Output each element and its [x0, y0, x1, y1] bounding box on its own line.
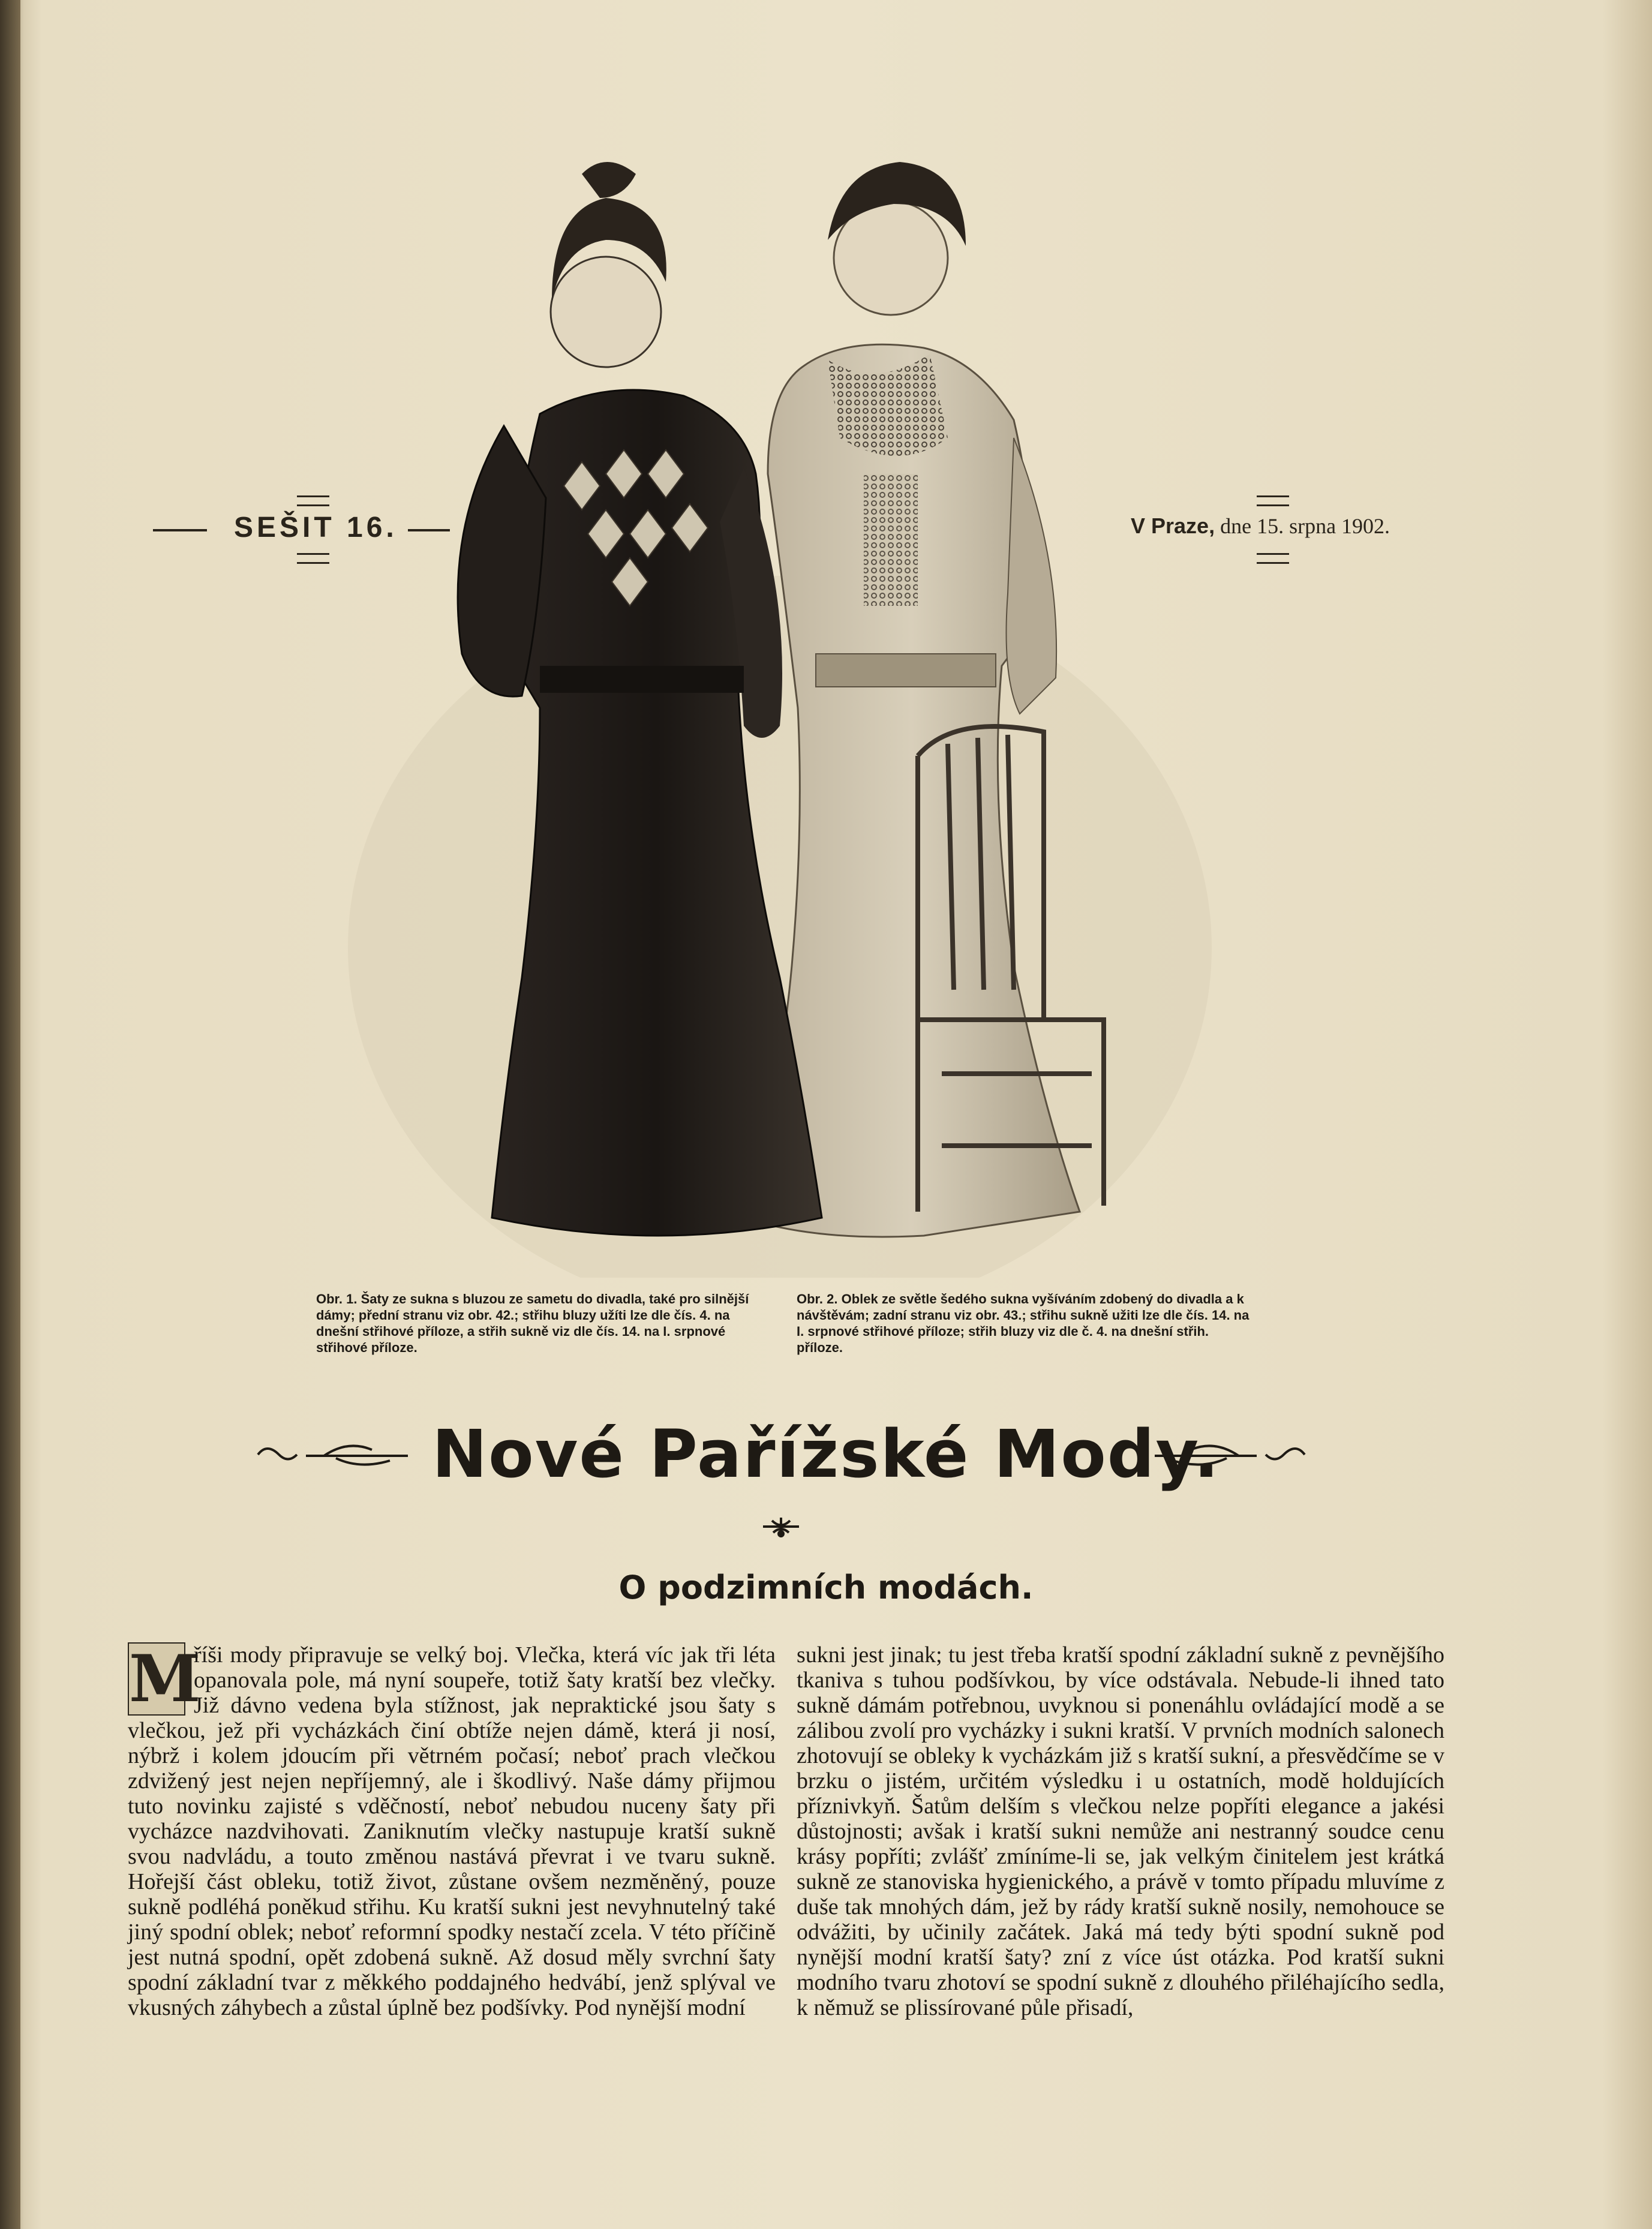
header-double-rule	[1257, 553, 1289, 564]
issue-number: SEŠIT 16.	[234, 512, 398, 543]
header-double-rule	[1257, 495, 1289, 506]
caption-figure-2: Obr. 2. Oblek ze světle šedého sukna vyšíváním zdobený do divadla a k návštěvám; zadní stranu viz obr. 43.; střihu sukně užiti lze dle čís. 14. na I. srpnové střihové příloze; střih bluzy viz dle č. 4. na dnešní střih. příloze.	[797, 1291, 1249, 1355]
place: V Praze,	[1131, 513, 1215, 538]
center-ornament	[760, 1515, 802, 1542]
right-flourish-ornament	[1149, 1437, 1311, 1473]
header-rule-left	[153, 529, 207, 531]
book-spine	[0, 0, 20, 2229]
fashion-illustration	[324, 138, 1260, 1278]
article-subtitle: O podzimních modách.	[618, 1569, 1034, 1606]
article-column-2	[797, 1642, 1444, 2020]
column-2-text: sukni jest jinak; tu jest třeba kratší spodní základní sukně z pevnějšího tkaniva s tuhou podšívkou, by více odstávala. Nebude-li ihned tato sukně dámám potřebnou, uvyknou si ponenáhlu ovládající modě a se zálibou zvolí pro vycházky i sukni kratší. V prvních modních salonech zhotovují se obleky k vycházkám již s kratší sukní, a přesvědčíme se v brzku o jistém, určitém výsledku i u ostatních, modě holdujících příznivkyň. Šatům delším s vlečkou nelze popříti elegance a jakési důstojnosti; avšak i kratší sukni nemůže ani nestranný soudce cenu krásy popříti; zvlášť zmíníme-li se, jak velkým činitelem jest krátká sukně ze stanoviska hygienického, a právě v tomto případu mluvíme z duše tak mnohých dám, jež by rády kratší sukně nosily, nemohouce se odvážiti, by učinily začátek. Jaká má tedy býti spodní sukně pod nynější modní kratší šaty? zní z více úst otázka. Pod kratší sukni modního tvaru zhotoví se spodní sukně z dlouhého přiléhajícího sedla, k němuž se plissírované půle přisadí,	[797, 1642, 1444, 2020]
caption-figure-1: Obr. 1. Šaty ze sukna s bluzou ze sametu do divadla, také pro silnější dámy; přední stranu viz obr. 42.; střihu bluzy užíti lze dle čís. 4. na dnešní střihové příloze, a střih sukně viz dle čís. 14. na I. srpnové střihové příloze.	[316, 1291, 749, 1355]
decorative-initial: M	[129, 1641, 201, 1717]
date: dne 15. srpna 1902.	[1220, 514, 1390, 538]
column-1-text: říši mody připravuje se velký boj. Vlečka, která víc jak tři léta opanovala pole, má nyní soupeře, totiž šaty kratší bez vlečky. Již dávno vedena byla stížnost, jak nepraktické jsou šaty s vlečkou, jež při vycházkách činí obtíže nejen dámě, která ji nosí, nýbrž i kolem jdoucím při větrném počasí; neboť prach vlečkou zdvižený jest nejen nepříjemný, ale i škodlivý. Naše dámy přijmou tuto novinku zajisté s vděčností, neboť nebudou nuceny šaty při vycházce nazdvihovati. Zaniknutím vlečky nastupuje kratší sukně svou nadvládu, a touto změnou nastává převrat i ve tvaru sukně. Hořejší část obleku, totiž život, zůstane ovšem nezměněný, pouze sukně podléhá poněkud střihu. Ku kratší sukni jest nevyhnutelný také jiný spodní oblek; neboť reformní spodky nestačí zcela. V této příčině jest nutná spodní, opět zdobená sukně. Až dosud měly svrchní šaty spodní základní tvar z měkkého poddajného hedvábí, jenž splýval ve vkusných záhybech a zůstal úplně bez podšívky. Pod nynější modní	[128, 1642, 776, 2020]
article-column-1	[128, 1642, 776, 2020]
article-title: Nové Pařížské Mody.	[432, 1416, 1220, 1492]
